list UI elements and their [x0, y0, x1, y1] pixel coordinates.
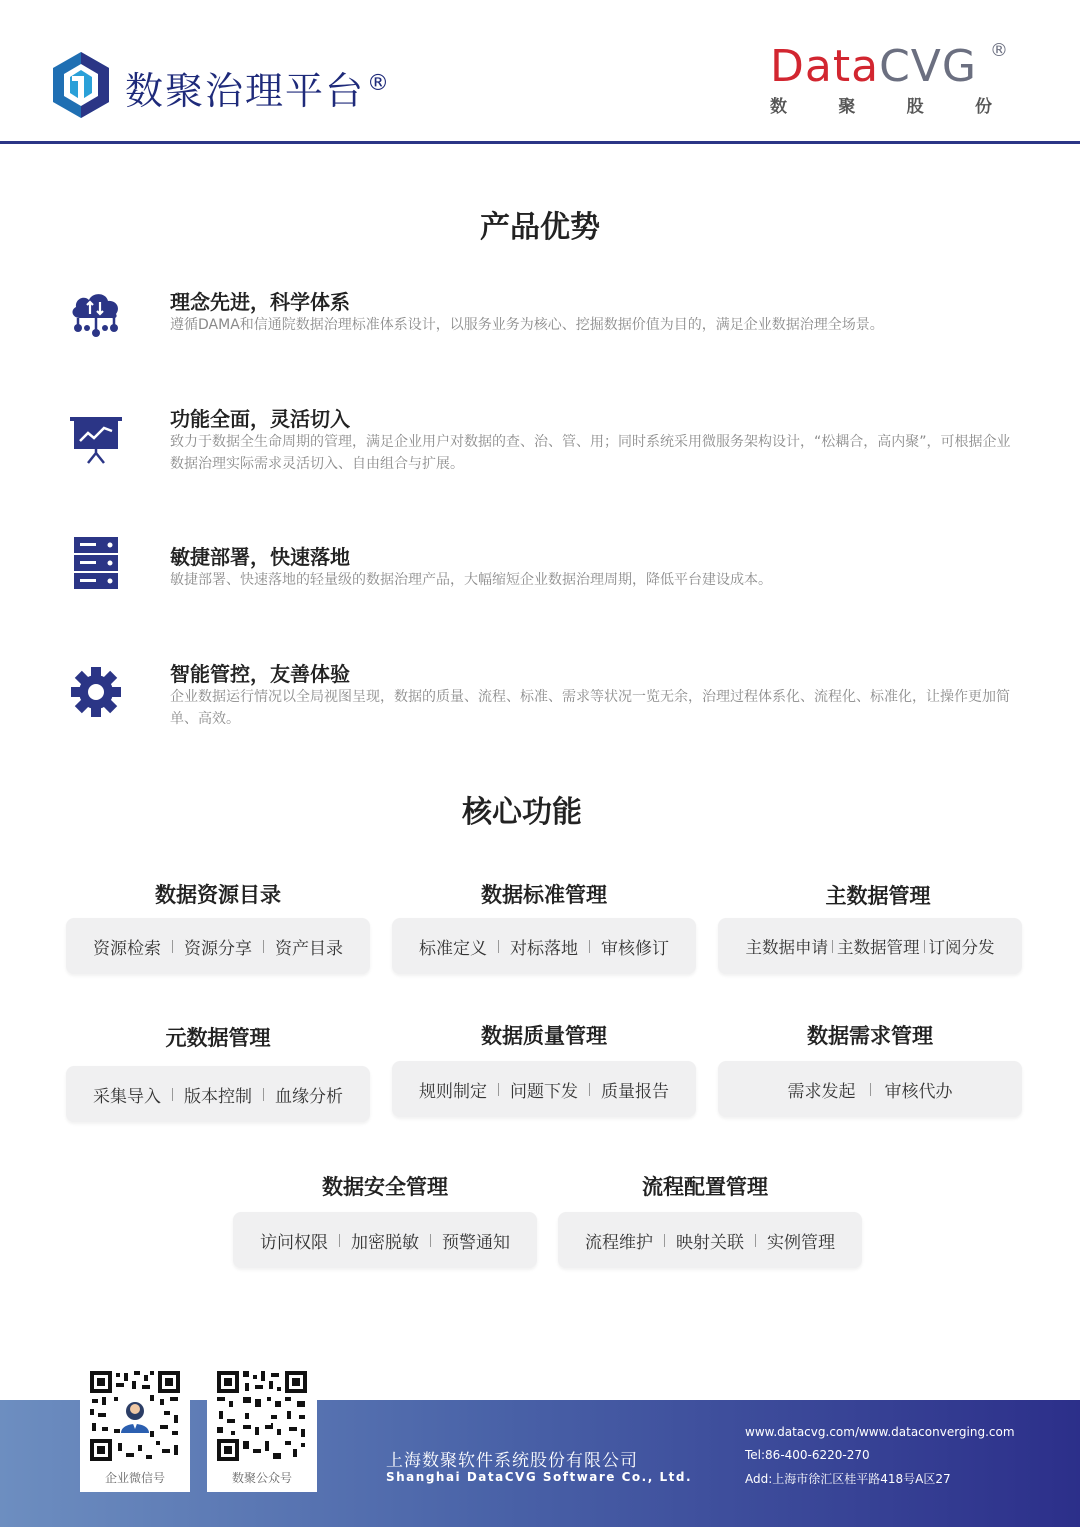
module-item[interactable]: 访问权限 [260, 1232, 328, 1253]
advantage-title: 智能管控，友善体验 [170, 662, 350, 686]
advantages-title: 产品优势 [480, 210, 600, 245]
module-item[interactable]: 审核修订 [601, 938, 669, 959]
brand-name-text: 数聚治理平台 [125, 69, 366, 113]
module-item[interactable]: 主数据申请 [745, 938, 828, 957]
footer-address: Add:上海市徐汇区桂平路418号A区27 [745, 1472, 951, 1486]
module-card [392, 918, 696, 974]
separator [172, 1088, 173, 1101]
advantage-desc: 敏捷部署、快速落地的轻量级的数据治理产品，大幅缩短企业数据治理周期，降低平台建设成本。 [170, 572, 772, 588]
header-divider [0, 141, 1080, 144]
module-item[interactable]: 流程维护 [585, 1232, 653, 1253]
module-item[interactable]: 实例管理 [767, 1232, 835, 1253]
footer-company-en: Shanghai DataCVG Software Co., Ltd. [386, 1470, 692, 1484]
module-card [233, 1212, 537, 1268]
advantage-title: 敏捷部署，快速落地 [170, 545, 350, 569]
separator [430, 1234, 431, 1247]
logo-reg-mark: ® [990, 40, 1008, 61]
logo-word-red: Data [770, 41, 880, 92]
logo-sub-char: 股 [906, 97, 924, 117]
module-card [558, 1212, 862, 1268]
separator [832, 940, 833, 953]
separator [498, 940, 499, 953]
module-title: 数据安全管理 [322, 1175, 448, 1199]
module-card [66, 1066, 370, 1122]
footer-company-cn: 上海数聚软件系统股份有限公司 [386, 1451, 638, 1471]
module-item[interactable]: 需求发起 [787, 1081, 856, 1102]
qr-label: 企业微信号 [104, 1471, 165, 1485]
datacvg-wordmark [770, 42, 1008, 92]
logo-word-gray: CVG [879, 41, 977, 92]
separator [172, 940, 173, 953]
cloud-network-icon [66, 282, 126, 342]
module-item[interactable]: 主数据管理 [837, 938, 920, 957]
advantage-desc: 企业数据运行情况以全局视图呈现，数据的质量、流程、标准、需求等状况一览无余，治理过程体系化、流程化、标准化，让操作更加简单、高效。 [170, 689, 1010, 727]
module-item[interactable]: 加密脱敏 [351, 1232, 419, 1253]
module-item[interactable]: 质量报告 [601, 1081, 669, 1102]
logo-subtitle [770, 92, 992, 117]
module-item[interactable]: 订阅分发 [928, 938, 995, 957]
separator [263, 940, 264, 953]
separator [589, 940, 590, 953]
advantage-desc: 致力于数据全生命周期的管理，满足企业用户对数据的查、治、管、用；同时系统采用微服务架构设计，“松耦合，高内聚”，可根据企业数据治理实际需求灵活切入、自由组合与扩展。 [170, 434, 1011, 472]
advantage-desc: 遵循DAMA和信通院数据治理标准体系设计，以服务业务为核心、挖掘数据价值为目的，满足企业数据治理全场景。 [170, 317, 884, 333]
separator [339, 1234, 340, 1247]
logo-sub-char: 数 [770, 97, 787, 117]
brand-reg-mark: ® [367, 71, 392, 97]
module-item[interactable]: 审核代办 [884, 1081, 953, 1102]
module-item[interactable]: 预警通知 [442, 1232, 510, 1253]
advantage-title: 理念先进，科学体系 [170, 290, 350, 314]
logo-sub-char: 份 [974, 97, 992, 117]
qr-card [80, 1366, 190, 1492]
server-stack-icon [66, 533, 126, 593]
core-functions-title: 核心功能 [462, 795, 582, 830]
page-header [0, 0, 1080, 145]
module-item[interactable]: 映射关联 [676, 1232, 744, 1253]
module-item[interactable]: 资源检索 [93, 938, 161, 959]
module-card [392, 1061, 696, 1117]
advantage-title: 功能全面，灵活切入 [170, 407, 350, 431]
module-item[interactable]: 资产目录 [275, 938, 343, 959]
module-card [718, 918, 1022, 974]
module-item[interactable]: 版本控制 [184, 1086, 252, 1107]
separator [498, 1083, 499, 1096]
separator [924, 940, 925, 953]
separator [755, 1234, 756, 1247]
module-card [718, 1061, 1022, 1117]
presentation-chart-icon [66, 411, 126, 471]
brand-name [125, 60, 391, 115]
module-title: 数据需求管理 [807, 1024, 933, 1048]
wechat-qr-icon[interactable] [88, 1369, 182, 1463]
module-item[interactable]: 对标落地 [510, 938, 578, 959]
official-account-qr-icon[interactable] [215, 1369, 309, 1463]
logo-sub-char: 聚 [838, 97, 856, 117]
module-item[interactable]: 规则制定 [419, 1081, 487, 1102]
module-title: 主数据管理 [825, 884, 931, 908]
module-title: 数据标准管理 [481, 883, 607, 907]
separator [263, 1088, 264, 1101]
separator [589, 1083, 590, 1096]
module-item[interactable]: 资源分享 [184, 938, 252, 959]
datacvg-logo [770, 42, 1008, 122]
separator [664, 1234, 665, 1247]
module-item[interactable]: 血缘分析 [275, 1086, 343, 1107]
module-title: 流程配置管理 [642, 1175, 768, 1199]
gear-icon [66, 662, 126, 722]
module-title: 数据资源目录 [155, 883, 281, 907]
qr-label: 数聚公众号 [231, 1471, 292, 1485]
module-item[interactable]: 采集导入 [93, 1086, 161, 1107]
separator [870, 1083, 871, 1096]
footer-website[interactable]: www.datacvg.com/www.dataconverging.com [745, 1425, 1015, 1439]
module-item[interactable]: 标准定义 [419, 938, 487, 959]
module-card [66, 918, 370, 974]
module-title: 元数据管理 [165, 1026, 271, 1050]
hexagon-logo-icon [50, 50, 112, 120]
qr-card [207, 1366, 317, 1492]
module-item[interactable]: 问题下发 [510, 1081, 578, 1102]
footer-tel: Tel:86-400-6220-270 [745, 1448, 870, 1462]
module-title: 数据质量管理 [481, 1024, 607, 1048]
